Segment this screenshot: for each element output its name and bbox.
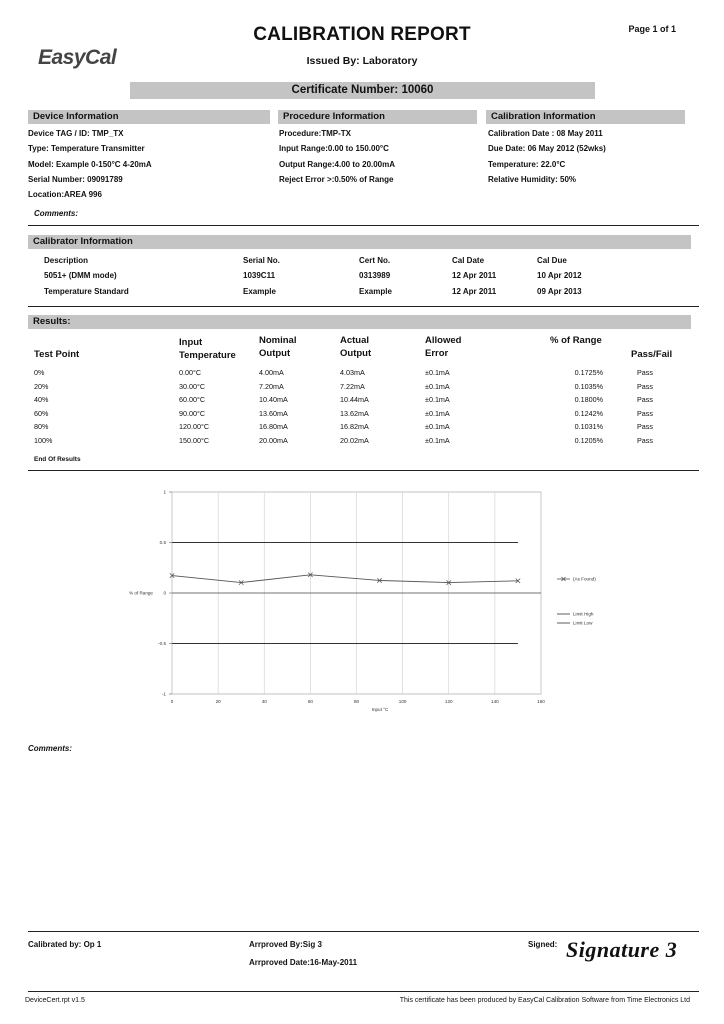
input-range: Input Range:0.00 to 150.00°C — [279, 144, 389, 154]
procedure-info-heading: Procedure Information — [278, 110, 477, 124]
cell: 10 Apr 2012 — [537, 271, 582, 280]
x-axis-label: Input °C — [371, 707, 389, 712]
calibrated-by: Calibrated by: Op 1 — [28, 940, 102, 949]
results-cell: 0.1035% — [574, 381, 603, 391]
procedure-info — [279, 126, 395, 187]
temperature: Temperature: 22.0°C — [488, 159, 566, 169]
issued-by: Issued By: Laboratory — [306, 55, 418, 67]
x-tick-label: 140 — [491, 699, 499, 704]
results-cell: 7.22mA — [340, 381, 365, 391]
results-cell: 0.1800% — [574, 395, 603, 405]
results-cell: ±0.1mA — [425, 408, 450, 418]
results-cell: 16.80mA — [259, 422, 288, 432]
cell: 09 Apr 2013 — [537, 287, 582, 296]
x-tick-label: 20 — [215, 699, 221, 704]
results-row — [0, 407, 724, 421]
reject-error: Reject Error >:0.50% of Range — [279, 174, 394, 184]
col-label: Nominal — [259, 335, 297, 346]
results-cell: ±0.1mA — [425, 381, 450, 391]
y-tick-label: 0 — [163, 590, 166, 596]
legend-label: Limit Low — [573, 620, 593, 626]
calibrator-info-heading: Calibrator Information — [28, 235, 691, 249]
results-cell: 20.00mA — [259, 436, 288, 445]
results-cell: Pass — [637, 408, 653, 418]
divider — [28, 991, 699, 992]
results-cell: 16.82mA — [340, 422, 369, 432]
results-cell: 13.60mA — [259, 408, 288, 418]
results-cell: 0.1725% — [574, 368, 603, 377]
cell: 12 Apr 2011 — [452, 287, 497, 296]
results-cell: ±0.1mA — [425, 368, 450, 377]
device-info-heading: Device Information — [28, 110, 270, 124]
x-tick-label: 0 — [170, 699, 174, 704]
approved-date: Arrproved Date:16-May-2011 — [249, 958, 358, 967]
calibration-date: Calibration Date : 08 May 2011 — [488, 129, 603, 138]
results-cell: 100% — [34, 436, 53, 445]
results-cell: 40% — [34, 395, 49, 405]
results-cell: Pass — [637, 395, 653, 405]
relative-humidity: Relative Humidity: 50% — [488, 174, 577, 184]
x-tick-label: 100 — [398, 699, 407, 704]
results-cell: 10.40mA — [259, 395, 288, 405]
calibration-info-heading: Calibration Information — [486, 110, 685, 124]
results-chart — [0, 480, 724, 720]
results-cell: 60% — [34, 408, 49, 418]
results-cell: Pass — [637, 436, 653, 445]
results-cell: 0.00°C — [179, 368, 202, 377]
results-cell: 0.1031% — [574, 422, 603, 432]
results-cell: 0% — [34, 368, 45, 377]
results-row — [0, 366, 724, 380]
device-info — [28, 126, 152, 202]
certificate-number: Certificate Number: 10060 — [130, 82, 595, 99]
results-cell: 20% — [34, 381, 49, 391]
col-label: Output — [340, 348, 372, 359]
col-actual-output — [340, 334, 371, 360]
col-label: Input — [179, 337, 203, 348]
results-cell: Pass — [637, 368, 653, 377]
page-number: Page 1 of 1 — [628, 24, 676, 34]
col-nominal-output — [259, 334, 296, 360]
results-cell: 0.1242% — [574, 408, 603, 418]
results-heading: Results: — [28, 315, 691, 329]
cell: Example — [359, 287, 392, 296]
end-of-results: End Of Results — [34, 456, 81, 463]
col-label: Temperature — [179, 350, 236, 361]
results-cell: Pass — [637, 381, 653, 391]
cell: 0313989 — [359, 271, 391, 280]
cell: Temperature Standard — [44, 287, 129, 296]
signature: Signature 3 — [566, 937, 678, 962]
col-pass-fail: Pass/Fail — [631, 349, 673, 360]
results-cell: 7.20mA — [259, 381, 284, 391]
y-tick-label: 1 — [163, 489, 166, 495]
due-date: Due Date: 06 May 2012 (52wks) — [488, 144, 606, 154]
calibrator-header-row — [0, 253, 724, 268]
results-cell: 4.00mA — [259, 368, 284, 377]
x-tick-label: 60 — [307, 699, 313, 704]
y-tick-label: -1 — [161, 691, 166, 697]
results-cell: ±0.1mA — [425, 395, 450, 405]
results-cell: 20.02mA — [340, 436, 369, 445]
col-label: Actual — [340, 335, 370, 346]
divider — [28, 470, 699, 471]
results-cell: ±0.1mA — [425, 436, 450, 445]
results-cell: 0.1205% — [574, 436, 603, 445]
legend-label: (As Found) — [573, 576, 596, 582]
results-cell: 80% — [34, 422, 49, 432]
results-row — [0, 380, 724, 394]
col-allowed-error — [425, 334, 461, 360]
divider — [28, 931, 699, 932]
col-label: Output — [259, 348, 291, 359]
device-location: Location:AREA 996 — [28, 190, 102, 200]
col-cert: Cert No. — [359, 256, 391, 265]
y-axis-label: % of Range — [128, 590, 153, 596]
calibrator-row — [0, 284, 724, 299]
col-description: Description — [44, 256, 89, 265]
device-serial: Serial Number: 09091789 — [28, 174, 123, 184]
col-cal-due: Cal Due — [537, 256, 567, 265]
results-cell: 13.62mA — [340, 408, 369, 418]
cell: 5051+ (DMM mode) — [44, 271, 117, 280]
cell: 12 Apr 2011 — [452, 271, 497, 280]
report-version: DeviceCert.rpt v1.5 — [25, 997, 85, 1004]
output-range: Output Range:4.00 to 20.00mA — [279, 159, 396, 169]
results-row — [0, 393, 724, 407]
x-tick-label: 160 — [537, 699, 545, 704]
calibration-info — [488, 126, 606, 187]
col-input-temperature — [179, 336, 236, 362]
results-cell: 90.00°C — [179, 408, 206, 418]
legend-label: Limit High — [573, 611, 594, 617]
results-cell: 4.03mA — [340, 368, 365, 377]
easycal-logo: EasyCal — [38, 46, 117, 69]
approved-by: Arrproved By:Sig 3 — [249, 940, 322, 949]
divider — [28, 225, 699, 226]
col-label: Allowed — [425, 335, 462, 346]
cell: Example — [243, 287, 276, 296]
x-tick-label: 120 — [444, 699, 453, 704]
results-row — [0, 420, 724, 434]
calibrator-row — [0, 268, 724, 283]
results-cell: ±0.1mA — [425, 422, 450, 432]
y-tick-label: 0.5 — [159, 540, 166, 546]
y-tick-label: -0.5 — [158, 641, 166, 647]
results-cell: 60.00°C — [179, 395, 206, 405]
x-tick-label: 40 — [261, 699, 267, 704]
results-cell: 120.00°C — [179, 422, 210, 432]
results-cell: Pass — [637, 422, 653, 432]
report-title: CALIBRATION REPORT — [253, 24, 471, 45]
results-cell: 10.44mA — [340, 395, 369, 405]
device-type: Type: Temperature Transmitter — [28, 144, 145, 154]
col-test-point: Test Point — [34, 349, 80, 360]
footer-comments-label: Comments: — [28, 744, 73, 753]
x-tick-label: 80 — [353, 699, 360, 704]
device-tag: Device TAG / ID: TMP_TX — [28, 129, 124, 138]
procedure-name: Procedure:TMP-TX — [279, 129, 352, 138]
results-row — [0, 434, 724, 448]
signed-label: Signed: — [528, 940, 558, 949]
cell: 1039C11 — [243, 271, 276, 280]
device-model: Model: Example 0-150°C 4-20mA — [28, 159, 152, 169]
comments-label: Comments: — [34, 209, 79, 218]
col-serial: Serial No. — [243, 256, 280, 265]
results-cell: 30.00°C — [179, 381, 206, 391]
produced-by: This certificate has been produced by EasyCal Calibration Software from Time Electronics Ltd — [399, 997, 690, 1004]
col-label: Error — [425, 348, 449, 359]
col-cal-date: Cal Date — [452, 256, 485, 265]
results-cell: 150.00°C — [179, 436, 210, 445]
col-percent-range: % of Range — [550, 335, 602, 346]
divider — [28, 306, 699, 307]
